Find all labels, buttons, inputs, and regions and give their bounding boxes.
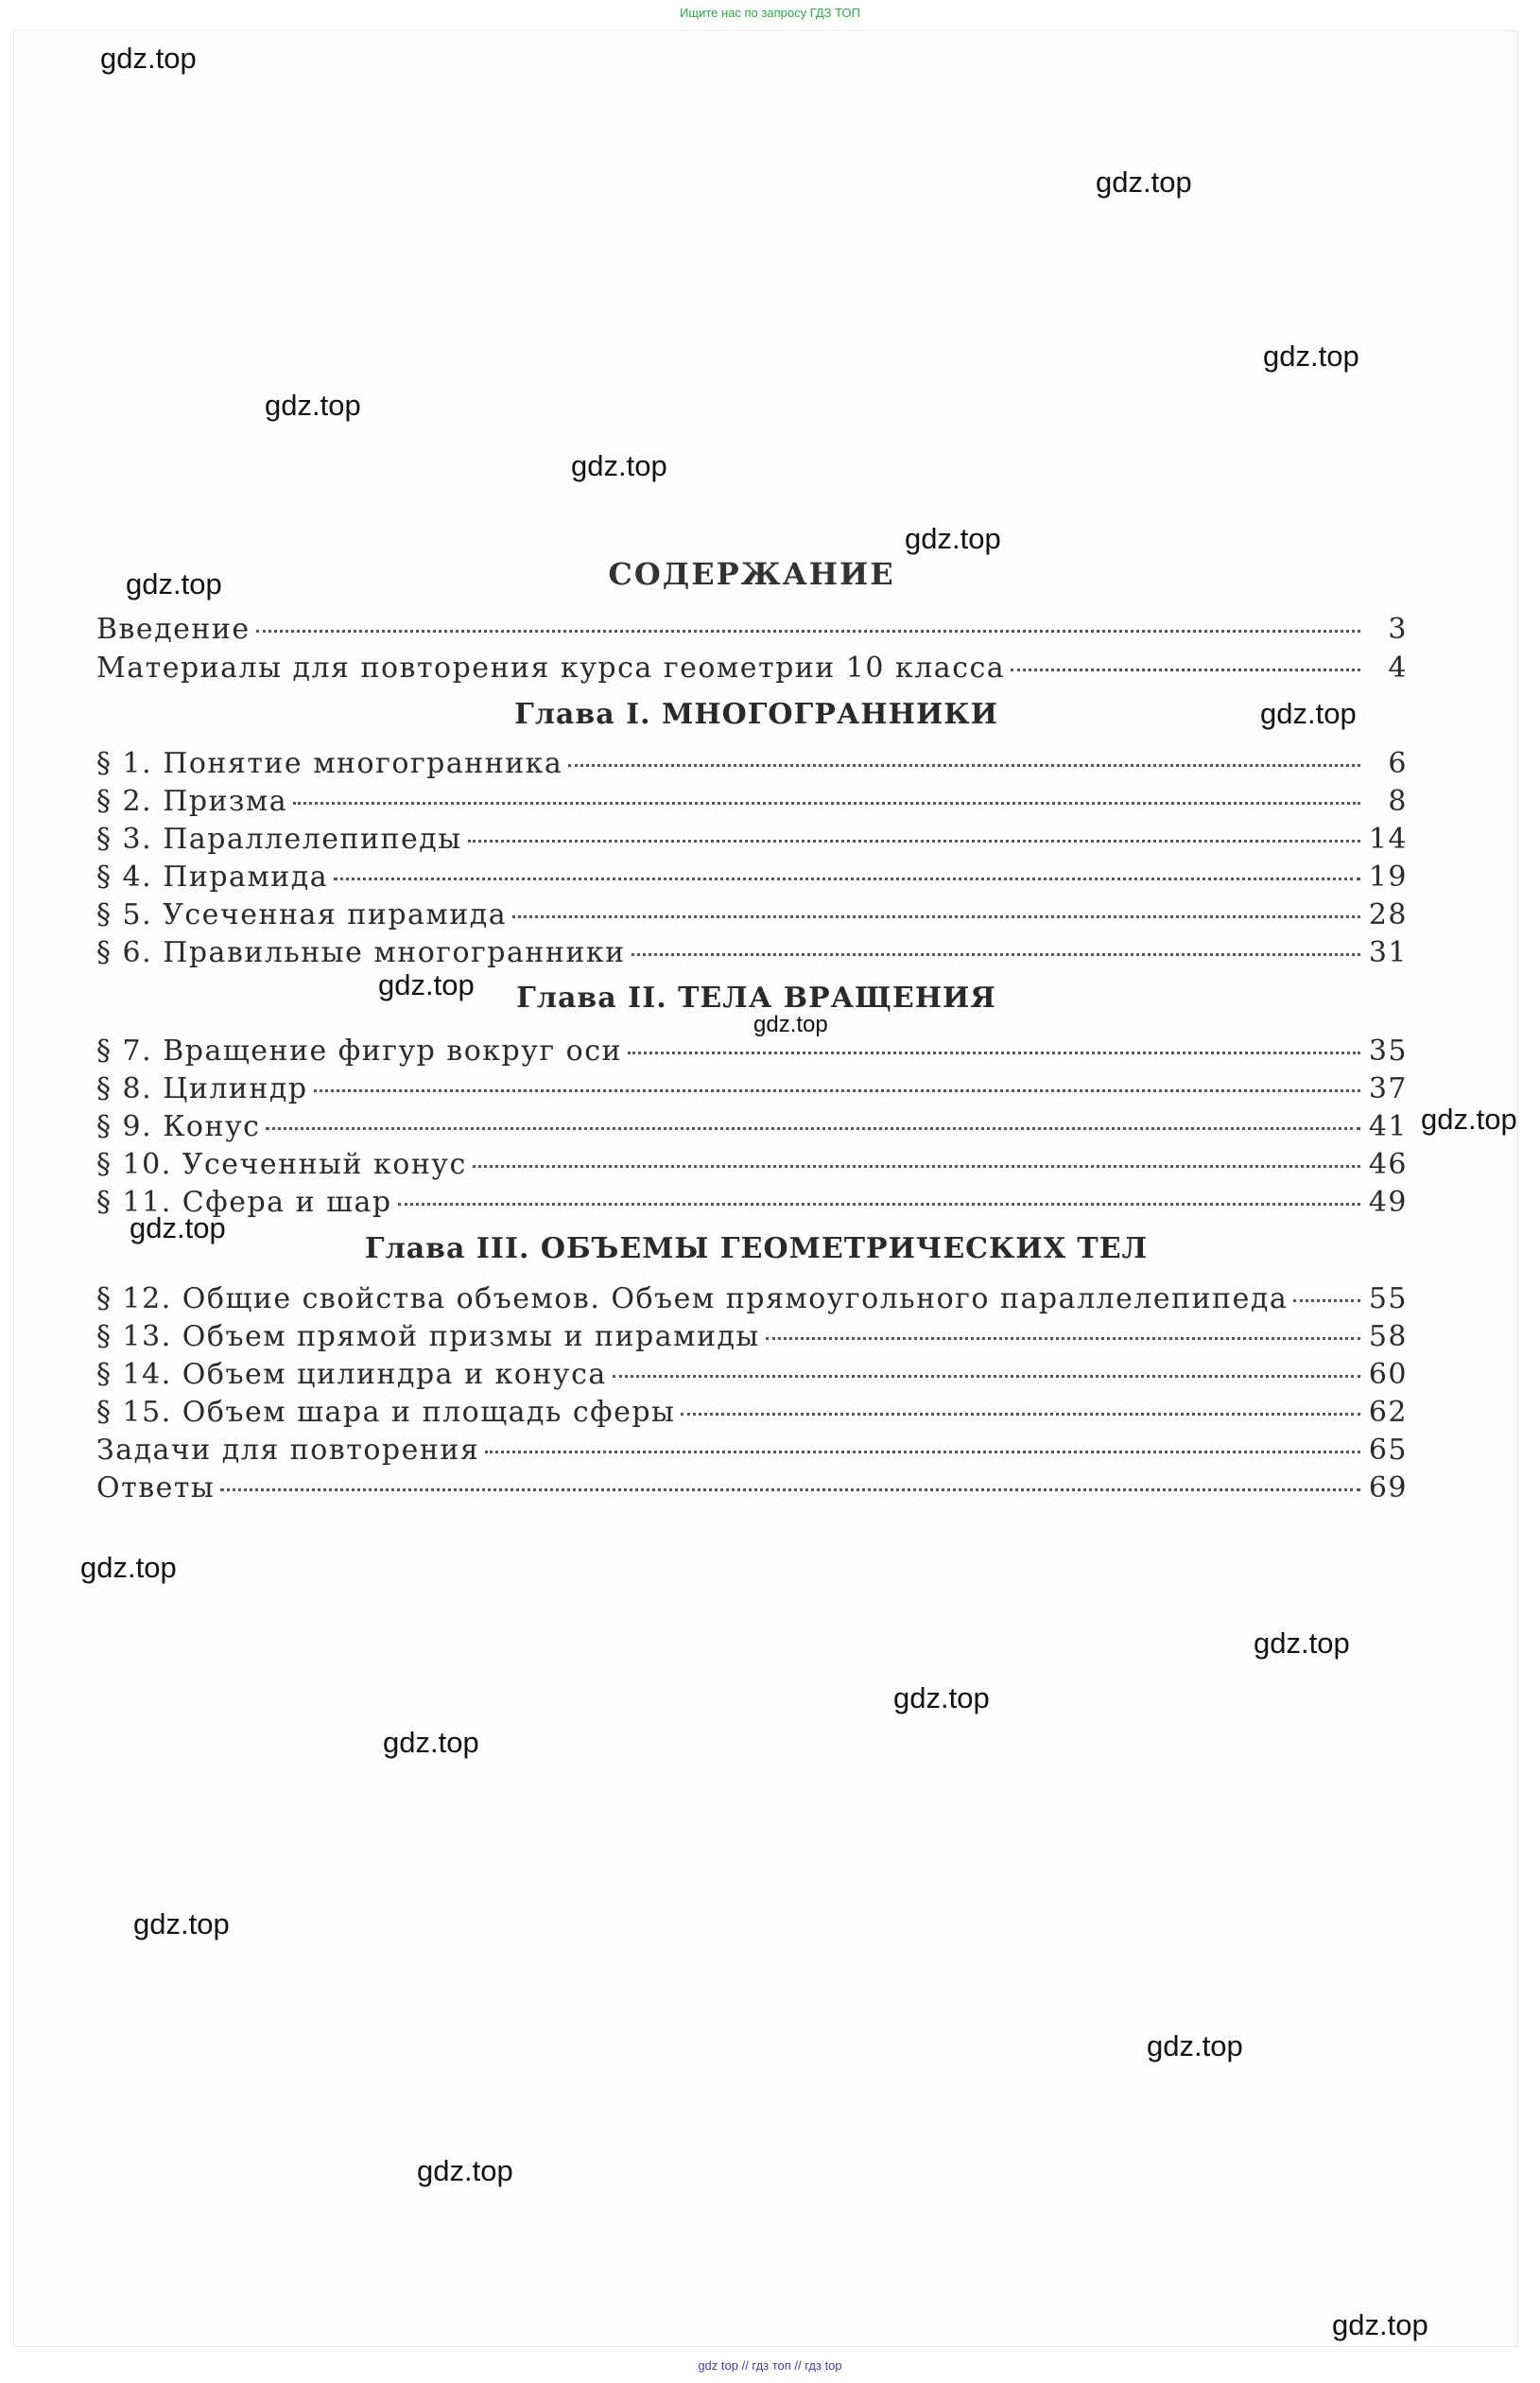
watermark: gdz.top: [905, 522, 1001, 555]
toc-entry[interactable]: [96, 1148, 1408, 1186]
toc-entry[interactable]: [96, 1396, 1408, 1434]
leader-dots: [766, 1337, 1360, 1340]
toc-entry[interactable]: [96, 1320, 1408, 1358]
watermark: gdz.top: [571, 449, 667, 482]
leader-dots: [314, 1089, 1360, 1092]
toc-page-number: 69: [1368, 1471, 1408, 1505]
watermark: gdz.top: [753, 1012, 828, 1037]
chapter-heading: Глава II. ТЕЛА ВРАЩЕНИЯ: [516, 982, 996, 1015]
watermark: gdz.top: [417, 2154, 513, 2187]
toc-entry-text: Задачи для повторения: [96, 1434, 480, 1467]
toc-page-number: 41: [1368, 1110, 1408, 1143]
toc-entry[interactable]: [96, 1434, 1408, 1471]
toc-page-number: 8: [1388, 785, 1408, 818]
watermark: gdz.top: [100, 42, 197, 75]
watermark: gdz.top: [1263, 339, 1359, 373]
watermark: gdz.top: [1421, 1103, 1517, 1136]
toc-page-number: 14: [1368, 823, 1408, 856]
toc-entry-text: Материалы для повторения курса геометрии 10 класса: [96, 652, 1006, 685]
leader-dots: [681, 1413, 1360, 1416]
toc-entry-text: Введение: [96, 613, 251, 646]
toc-entry-text: § 9. Конус: [96, 1110, 261, 1143]
toc-entry[interactable]: [96, 898, 1408, 936]
toc-entry[interactable]: [96, 1186, 1408, 1224]
toc-entry-text: § 8. Цилиндр: [96, 1072, 308, 1105]
toc-entry-text: § 3. Параллелепипеды: [96, 823, 462, 856]
watermark: gdz.top: [1147, 2029, 1243, 2062]
leader-dots: [293, 802, 1360, 805]
toc-entry-text: § 4. Пирамида: [96, 861, 329, 894]
toc-page-number: 60: [1368, 1358, 1408, 1391]
leader-dots: [334, 878, 1360, 880]
toc-page-number: 6: [1388, 747, 1408, 780]
watermark: gdz.top: [126, 567, 222, 600]
leader-dots: [485, 1451, 1360, 1453]
document-page: [13, 30, 1518, 2347]
leader-dots: [266, 1127, 1360, 1130]
toc-page-number: 55: [1368, 1282, 1408, 1315]
toc-entry-text: § 1. Понятие многогранника: [96, 747, 563, 780]
toc-entry-text: § 12. Общие свойства объемов. Объем прямоугольного параллелепипеда: [96, 1282, 1289, 1315]
toc-page-number: 4: [1388, 652, 1408, 685]
leader-dots: [468, 840, 1360, 843]
watermark: gdz.top: [1332, 2308, 1428, 2341]
toc-title: СОДЕРЖАНИЕ: [608, 556, 895, 592]
toc-entry[interactable]: [96, 1072, 1408, 1110]
toc-entry-text: § 2. Призма: [96, 785, 288, 818]
toc-entry[interactable]: [96, 823, 1408, 861]
watermark: gdz.top: [1254, 1626, 1350, 1660]
leader-dots: [398, 1203, 1360, 1206]
toc-entry[interactable]: [96, 785, 1408, 823]
leader-dots: [473, 1165, 1360, 1168]
toc-page-number: 19: [1368, 861, 1408, 894]
top-banner[interactable]: Ищите нас по запросу ГДЗ ТОП: [680, 6, 860, 20]
chapter-heading: Глава I. МНОГОГРАННИКИ: [514, 698, 998, 731]
toc-page-number: 37: [1368, 1072, 1408, 1105]
toc-entry[interactable]: [96, 613, 1408, 651]
bottom-banner[interactable]: gdz top // гдз топ // гдз top: [698, 2358, 842, 2373]
leader-dots: [568, 764, 1360, 767]
toc-page-number: 31: [1368, 936, 1408, 969]
toc-page-number: 65: [1368, 1434, 1408, 1467]
toc-page-number: 35: [1368, 1035, 1408, 1068]
toc-entry-text: § 14. Объем цилиндра и конуса: [96, 1358, 607, 1391]
toc-entry[interactable]: [96, 1358, 1408, 1396]
toc-entry-text: § 10. Усеченный конус: [96, 1148, 467, 1181]
toc-entry[interactable]: [96, 1282, 1408, 1320]
toc-page-number: 28: [1368, 898, 1408, 931]
watermark: gdz.top: [133, 1907, 230, 1940]
leader-dots: [628, 1052, 1360, 1054]
leader-dots: [613, 1375, 1360, 1378]
toc-page-number: 58: [1368, 1320, 1408, 1353]
leader-dots: [256, 630, 1360, 633]
watermark: gdz.top: [80, 1551, 177, 1584]
toc-entry-text: Ответы: [96, 1471, 216, 1505]
toc-entry-text: § 15. Объем шара и площадь сферы: [96, 1396, 676, 1429]
toc-entry-text: § 5. Усеченная пирамида: [96, 898, 508, 931]
toc-entry-text: § 6. Правильные многогранники: [96, 936, 626, 969]
toc-entry-text: § 11. Сфера и шар: [96, 1186, 392, 1219]
leader-dots: [220, 1488, 1360, 1491]
watermark: gdz.top: [1096, 165, 1192, 199]
watermark: gdz.top: [265, 389, 361, 422]
leader-dots: [512, 915, 1360, 918]
toc-entry[interactable]: [96, 1035, 1408, 1072]
watermark: gdz.top: [383, 1726, 479, 1759]
toc-entry[interactable]: [96, 747, 1408, 785]
toc-entry-text: § 13. Объем прямой призмы и пирамиды: [96, 1320, 760, 1353]
toc-page-number: 49: [1368, 1186, 1408, 1219]
toc-entry[interactable]: [96, 652, 1408, 689]
leader-dots: [1011, 669, 1360, 671]
toc-entry-text: § 7. Вращение фигур вокруг оси: [96, 1035, 623, 1068]
toc-page-number: 3: [1388, 613, 1408, 646]
leader-dots: [632, 953, 1360, 956]
toc-entry[interactable]: [96, 861, 1408, 898]
toc-entry[interactable]: [96, 1471, 1408, 1509]
toc-entry[interactable]: [96, 1110, 1408, 1148]
chapter-heading: Глава III. ОБЪЕМЫ ГЕОМЕТРИЧЕСКИХ ТЕЛ: [364, 1232, 1149, 1265]
leader-dots: [1293, 1299, 1360, 1302]
toc-entry[interactable]: [96, 936, 1408, 974]
toc-page-number: 46: [1368, 1148, 1408, 1181]
watermark: gdz.top: [1260, 697, 1357, 730]
toc-page-number: 62: [1368, 1396, 1408, 1429]
watermark: gdz.top: [130, 1211, 226, 1244]
watermark: gdz.top: [378, 968, 475, 1001]
watermark: gdz.top: [893, 1681, 990, 1714]
